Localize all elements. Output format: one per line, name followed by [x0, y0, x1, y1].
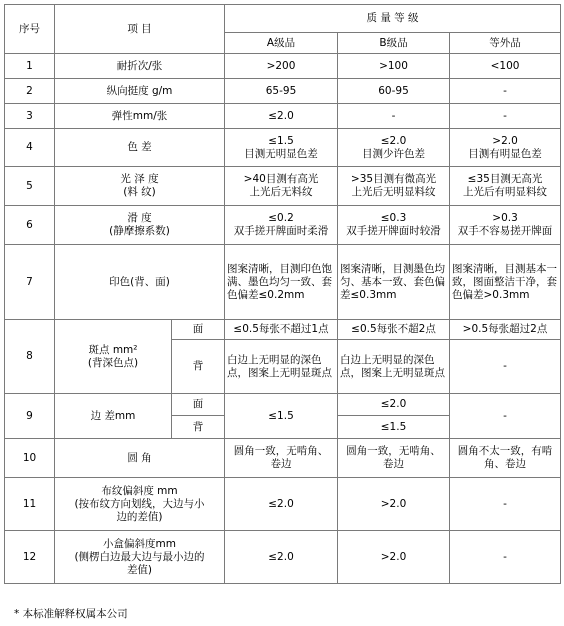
cell-grade-b: 图案清晰，目测墨色均匀、基本一致、套色偏差≤0.3mm [338, 245, 450, 320]
row-no: 3 [5, 104, 55, 129]
cell-grade-c: >0.5每张超过2点 [450, 320, 561, 340]
table-row [5, 531, 561, 584]
cell-grade-a: ≤2.0 [225, 104, 338, 129]
cell-grade-a: >40目测有高光 上光后无料纹 [225, 167, 338, 206]
sub-label-back: 背 [172, 340, 225, 394]
cell-grade-b: ≤2.0 [338, 394, 450, 416]
cell-grade-a: 65-95 [225, 79, 338, 104]
cell-grade-c: - [450, 478, 561, 531]
cell-grade-a: 图案清晰，目测印色饱满、墨色均匀一致、套色偏差≤0.2mm [225, 245, 338, 320]
table-row [5, 394, 561, 416]
cell-grade-a: ≤0.2 双手搓开牌面时柔滑 [225, 206, 338, 245]
cell-grade-b: ≤1.5 [338, 416, 450, 439]
sub-label-face: 面 [172, 320, 225, 340]
footnote: * 本标准解释权属本公司 [14, 608, 128, 620]
row-no: 2 [5, 79, 55, 104]
row-no: 8 [5, 320, 55, 394]
cell-grade-c: - [450, 531, 561, 584]
cell-grade-b: ≤0.5每张不超2点 [338, 320, 450, 340]
table-row [5, 245, 561, 320]
row-no: 7 [5, 245, 55, 320]
row-item: 纵向挺度 g/m [55, 79, 225, 104]
sub-label-back: 背 [172, 416, 225, 439]
row-item: 斑点 mm² (背深色点) [55, 320, 172, 394]
table-row [5, 206, 561, 245]
cell-grade-c: >0.3 双手不容易搓开牌面 [450, 206, 561, 245]
table-row [5, 129, 561, 167]
row-item: 耐折次/张 [55, 54, 225, 79]
header-item: 项 目 [55, 5, 225, 54]
row-no: 4 [5, 129, 55, 167]
cell-grade-b: >35目测有微高光 上光后无明显料纹 [338, 167, 450, 206]
row-no: 12 [5, 531, 55, 584]
header-grade-c: 等外品 [450, 33, 561, 54]
cell-grade-a: 圆角一致，无啃角、 卷边 [225, 439, 338, 478]
header-grade-a: A级品 [225, 33, 338, 54]
table-row [5, 320, 561, 340]
table-row [5, 439, 561, 478]
table-row [5, 79, 561, 104]
cell-grade-c: ≤35目测无高光 上光后有明显料纹 [450, 167, 561, 206]
cell-grade-b: >2.0 [338, 531, 450, 584]
cell-grade-c: 圆角不太一致，有啃 角、卷边 [450, 439, 561, 478]
cell-grade-a: ≤2.0 [225, 531, 338, 584]
cell-grade-c: 图案清晰，目测基本一致，图面整洁干净，套色偏差>0.3mm [450, 245, 561, 320]
table-row [5, 478, 561, 531]
cell-grade-b: 60-95 [338, 79, 450, 104]
cell-grade-c: <100 [450, 54, 561, 79]
cell-grade-a: ≤2.0 [225, 478, 338, 531]
row-no: 10 [5, 439, 55, 478]
row-no: 9 [5, 394, 55, 439]
cell-grade-c: >2.0 目测有明显色差 [450, 129, 561, 167]
table-row [5, 54, 561, 79]
cell-grade-a: 白边上无明显的深色点，图案上无明显斑点 [225, 340, 338, 394]
cell-grade-b: >100 [338, 54, 450, 79]
row-item: 印色(背、面) [55, 245, 225, 320]
cell-grade-b: - [338, 104, 450, 129]
row-item: 滑 度 (静摩擦系数) [55, 206, 225, 245]
cell-grade-a: >200 [225, 54, 338, 79]
quality-standard-table [4, 4, 561, 584]
row-item: 圆 角 [55, 439, 225, 478]
row-item: 小盒偏斜度mm (侧楞白边最大边与最小边的 差值) [55, 531, 225, 584]
cell-grade-a: ≤0.5每张不超过1点 [225, 320, 338, 340]
cell-grade-a: ≤1.5 [225, 394, 338, 439]
row-no: 1 [5, 54, 55, 79]
table-row [5, 167, 561, 206]
header-no: 序号 [5, 5, 55, 54]
row-item: 弹性mm/张 [55, 104, 225, 129]
cell-grade-b: 白边上无明显的深色点，图案上无明显斑点 [338, 340, 450, 394]
cell-grade-b: ≤2.0 目测少许色差 [338, 129, 450, 167]
row-item: 布纹偏斜度 mm (按布纹方向划线，大边与小 边的差值) [55, 478, 225, 531]
row-no: 11 [5, 478, 55, 531]
cell-grade-c: - [450, 79, 561, 104]
header-grade: 质 量 等 级 [225, 5, 561, 33]
cell-grade-b: 圆角一致，无啃角、 卷边 [338, 439, 450, 478]
row-item: 色 差 [55, 129, 225, 167]
table-row [5, 104, 561, 129]
row-item: 光 泽 度 (料 纹) [55, 167, 225, 206]
header-grade-b: B级品 [338, 33, 450, 54]
row-no: 6 [5, 206, 55, 245]
cell-grade-b: >2.0 [338, 478, 450, 531]
cell-grade-c: - [450, 394, 561, 439]
cell-grade-c: - [450, 104, 561, 129]
cell-grade-c: - [450, 340, 561, 394]
row-no: 5 [5, 167, 55, 206]
cell-grade-a: ≤1.5 目测无明显色差 [225, 129, 338, 167]
row-item: 边 差mm [55, 394, 172, 439]
cell-grade-b: ≤0.3 双手搓开牌面时较滑 [338, 206, 450, 245]
sub-label-face: 面 [172, 394, 225, 416]
